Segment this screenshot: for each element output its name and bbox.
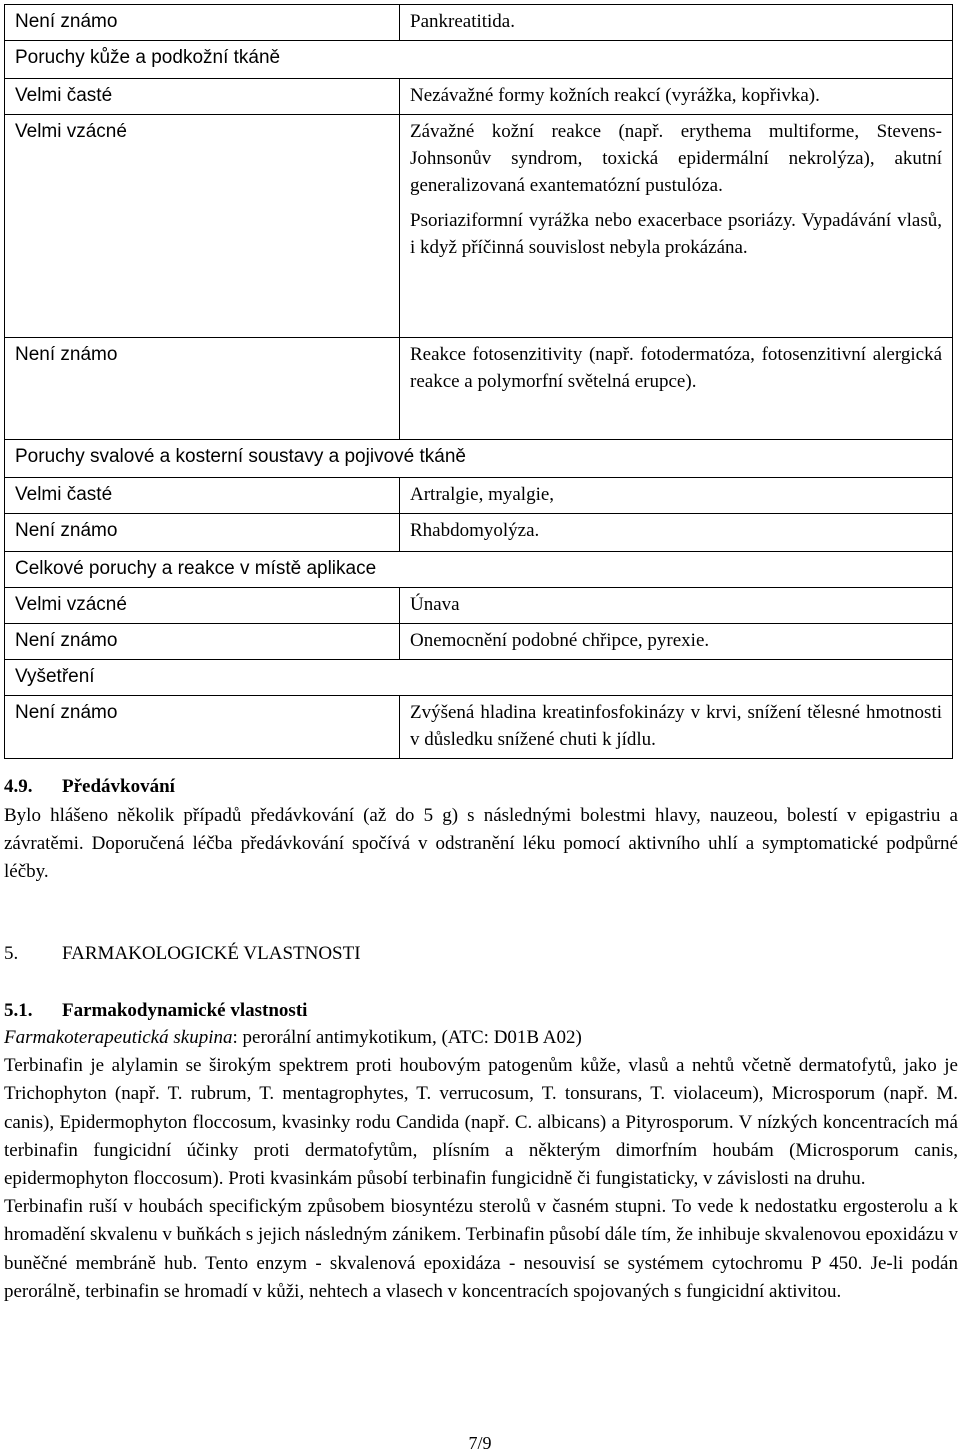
- section-heading-cell: Poruchy svalové a kosterní soustavy a pojivové tkáně: [5, 440, 953, 478]
- section-4-9-heading: [4, 776, 175, 798]
- frequency-cell: Není známo: [5, 5, 400, 41]
- effect-text: Závažné kožní reakce (např. erythema multiforme, Stevens-Johnsonův syndrom, toxická epidermální nekrolýza), akutní generalizovaná exantematózní pustulóza.: [410, 121, 942, 196]
- frequency-cell: Velmi vzácné: [5, 115, 400, 338]
- section-number: 4.9.: [4, 776, 33, 797]
- table-row: [5, 660, 953, 696]
- table-row: [5, 624, 953, 660]
- section-5-heading: [4, 943, 361, 965]
- effect-cell: Pankreatitida.: [400, 5, 953, 41]
- frequency-cell: Velmi časté: [5, 478, 400, 514]
- effect-cell: Onemocnění podobné chřipce, pyrexie.: [400, 624, 953, 660]
- table-row: [5, 696, 953, 759]
- page-number: 7/9: [468, 1433, 492, 1453]
- table-row: [5, 552, 953, 588]
- table-row: [5, 115, 953, 338]
- frequency-cell: Není známo: [5, 624, 400, 660]
- table-row: [5, 5, 953, 41]
- frequency-cell: Není známo: [5, 338, 400, 440]
- group-value: : perorální antimykotikum, (ATC: D01B A02): [232, 1027, 582, 1048]
- atc-group-line: [4, 1024, 958, 1052]
- section-number: 5.: [4, 943, 19, 964]
- section-5-1-heading: [4, 1000, 307, 1022]
- effect-cell: Nezávažné formy kožních reakcí (vyrážka, kopřivka).: [400, 79, 953, 115]
- effect-cell: Zvýšená hladina kreatinfosfokinázy v krvi, snížení tělesné hmotnosti v důsledku snížené chuti k jídlu.: [400, 696, 953, 759]
- overdose-paragraph: [4, 802, 958, 887]
- group-label: Farmakoterapeutická skupina: [4, 1027, 233, 1048]
- section-title: Předávkování: [62, 776, 175, 797]
- section-heading-cell: Vyšetření: [5, 660, 953, 696]
- table-row: [5, 338, 953, 440]
- section-number: 5.1.: [4, 1000, 33, 1021]
- section-heading-cell: Celkové poruchy a reakce v místě aplikace: [5, 552, 953, 588]
- table-row: [5, 79, 953, 115]
- paragraph-text: Terbinafin je alylamin se širokým spektrem proti houbovým patogenům kůže, vlasů a nehtů včetně dermatofytů, jako je Trichophyton (např. T. rubrum, T. mentagrophytes, T. verrucosum, T. tonsurans, T. violaceum), Microsporum (např. M. canis), Epidermophyton floccosum, kvasinky rodu Candida (např. C. albicans) a Pityrosporum. V nízkých koncentracích má terbinafin fungicidní účinky proti dermatofytům, plísním a některým dimorfním houbám (Microsporum canis, epidermophyton floccosum). Proti kvasinkám působí terbinafin fungicidně či fungistaticky, v závislosti na druhu.: [4, 1055, 958, 1190]
- paragraph-text: Terbinafin ruší v houbách specifickým způsobem biosyntézu sterolů v časném stupni. To vede k nedostatku ergosterolu a k hromadění skvalenu v buňkách s jejich následným zánikem. Terbinafin působí dále tím, že inhibuje skvalenovou epoxidázu v buněčné membráně hub. Tento enzym - skvalenová epoxidáza - nesouvisí se systémem cytochromu P 450. Je-li podán perorálně, terbinafin se hromadí v kůži, nehtech a vlasech v koncentracích spojovaných s fungicidní aktivitou.: [4, 1196, 958, 1302]
- frequency-cell: Není známo: [5, 514, 400, 552]
- paragraph-text: Bylo hlášeno několik případů předávkování (až do 5 g) s následnými bolestmi hlavy, nauzeou, bolestí v epigastriu a závratěmi. Doporučená léčba předávkování spočívá v odstranění léku pomocí aktivního uhlí a symptomatické podpůrné léčby.: [4, 805, 958, 883]
- table-row: [5, 588, 953, 624]
- effect-text: Psoriaziformní vyrážka nebo exacerbace psoriázy. Vypadávání vlasů, i když příčinná souvislost nebyla prokázána.: [410, 210, 942, 258]
- section-title: FARMAKOLOGICKÉ VLASTNOSTI: [62, 943, 361, 964]
- frequency-cell: Velmi časté: [5, 79, 400, 115]
- table-row: [5, 41, 953, 79]
- section-heading-cell: Poruchy kůže a podkožní tkáně: [5, 41, 953, 79]
- frequency-cell: Velmi vzácné: [5, 588, 400, 624]
- pharmacodynamics-text: [4, 1024, 958, 1306]
- effect-cell: Únava: [400, 588, 953, 624]
- frequency-cell: Není známo: [5, 696, 400, 759]
- effect-cell: Reakce fotosenzitivity (např. fotodermatóza, fotosenzitivní alergická reakce a polymorfní světelná erupce).: [400, 338, 953, 440]
- adverse-effects-table: [4, 4, 953, 759]
- effect-cell: Artralgie, myalgie,: [400, 478, 953, 514]
- effect-cell: [400, 115, 953, 338]
- table-row: [5, 514, 953, 552]
- table-row: [5, 478, 953, 514]
- effect-cell: Rhabdomyolýza.: [400, 514, 953, 552]
- section-title: Farmakodynamické vlastnosti: [62, 1000, 308, 1021]
- table-row: [5, 440, 953, 478]
